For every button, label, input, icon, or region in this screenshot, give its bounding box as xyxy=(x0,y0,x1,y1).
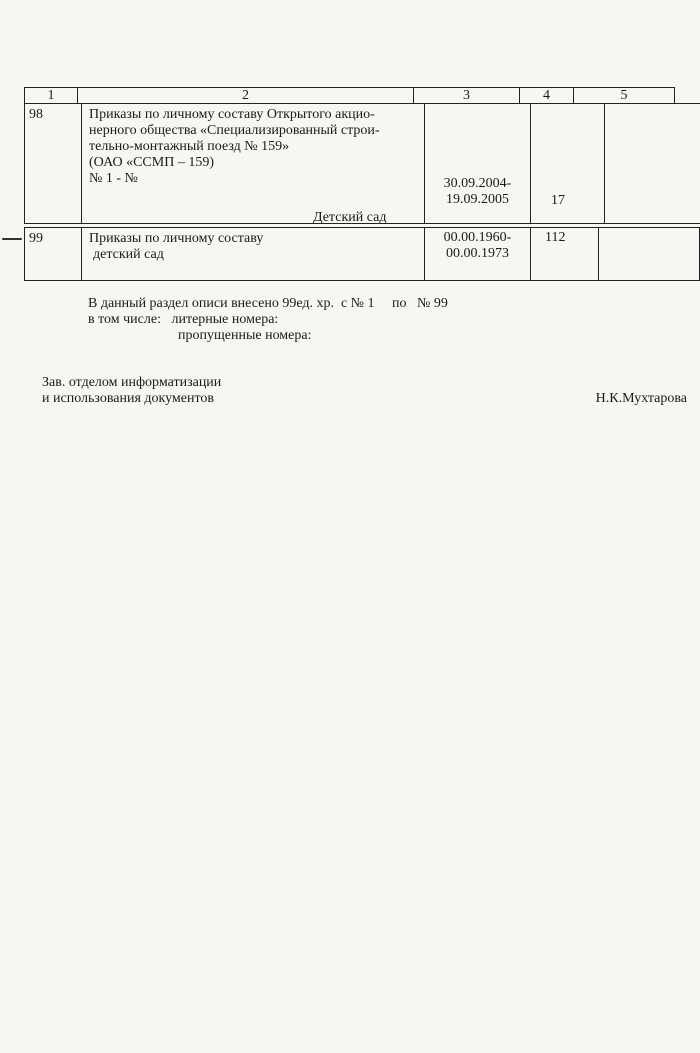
row-title-line: (ОАО «ССМП – 159) xyxy=(89,155,214,170)
row-note xyxy=(599,228,700,281)
table-row xyxy=(24,227,700,281)
row-title-line: Приказы по личному составу Открытого акцио- xyxy=(89,107,375,122)
row-date-start: 00.00.1960- xyxy=(443,230,512,245)
section-title: Детский сад xyxy=(313,210,387,225)
signer-position-line: Зав. отделом информатизации xyxy=(42,375,222,390)
table-header xyxy=(24,87,675,104)
row-title xyxy=(82,104,425,224)
column-header-2: 2 xyxy=(78,88,414,104)
row-date-end: 00.00.1973 xyxy=(446,246,509,261)
row-quantity: 112 xyxy=(531,228,599,281)
row-date-start: 30.09.2004- xyxy=(443,176,512,191)
summary-line: В данный раздел описи внесено 99ед. хр. с № 1 по № 99 xyxy=(88,296,448,311)
row-date-end: 19.09.2005 xyxy=(446,192,509,207)
row-title xyxy=(82,228,425,281)
row-dates xyxy=(425,228,531,281)
row-title-line: № 1 - № xyxy=(89,171,138,186)
row-number: 98 xyxy=(25,104,82,224)
row-title-line: Приказы по личному составу xyxy=(89,231,264,246)
column-header-1: 1 xyxy=(25,88,78,104)
summary-line: в том числе: литерные номера: xyxy=(88,312,279,327)
column-header-5: 5 xyxy=(574,88,675,104)
row-title-line: детский сад xyxy=(93,247,164,262)
row-dates xyxy=(425,104,531,224)
column-header-3: 3 xyxy=(414,88,520,104)
margin-arrow-mark xyxy=(2,238,22,240)
column-header-4: 4 xyxy=(520,88,574,104)
table-row xyxy=(24,103,700,224)
signer-position xyxy=(42,375,221,407)
summary-line: пропущенные номера: xyxy=(178,328,312,343)
signer-position-line: и использования документов xyxy=(42,391,215,406)
signer-name: Н.К.Мухтарова xyxy=(595,391,687,406)
row-title-line: тельно-монтажный поезд № 159» xyxy=(89,139,290,154)
row-quantity: 17 xyxy=(531,104,605,224)
row-note xyxy=(605,104,700,224)
inventory-summary xyxy=(88,296,448,344)
row-number: 99 xyxy=(25,228,82,281)
row-title-line: нерного общества «Специализированный строи- xyxy=(89,123,380,138)
